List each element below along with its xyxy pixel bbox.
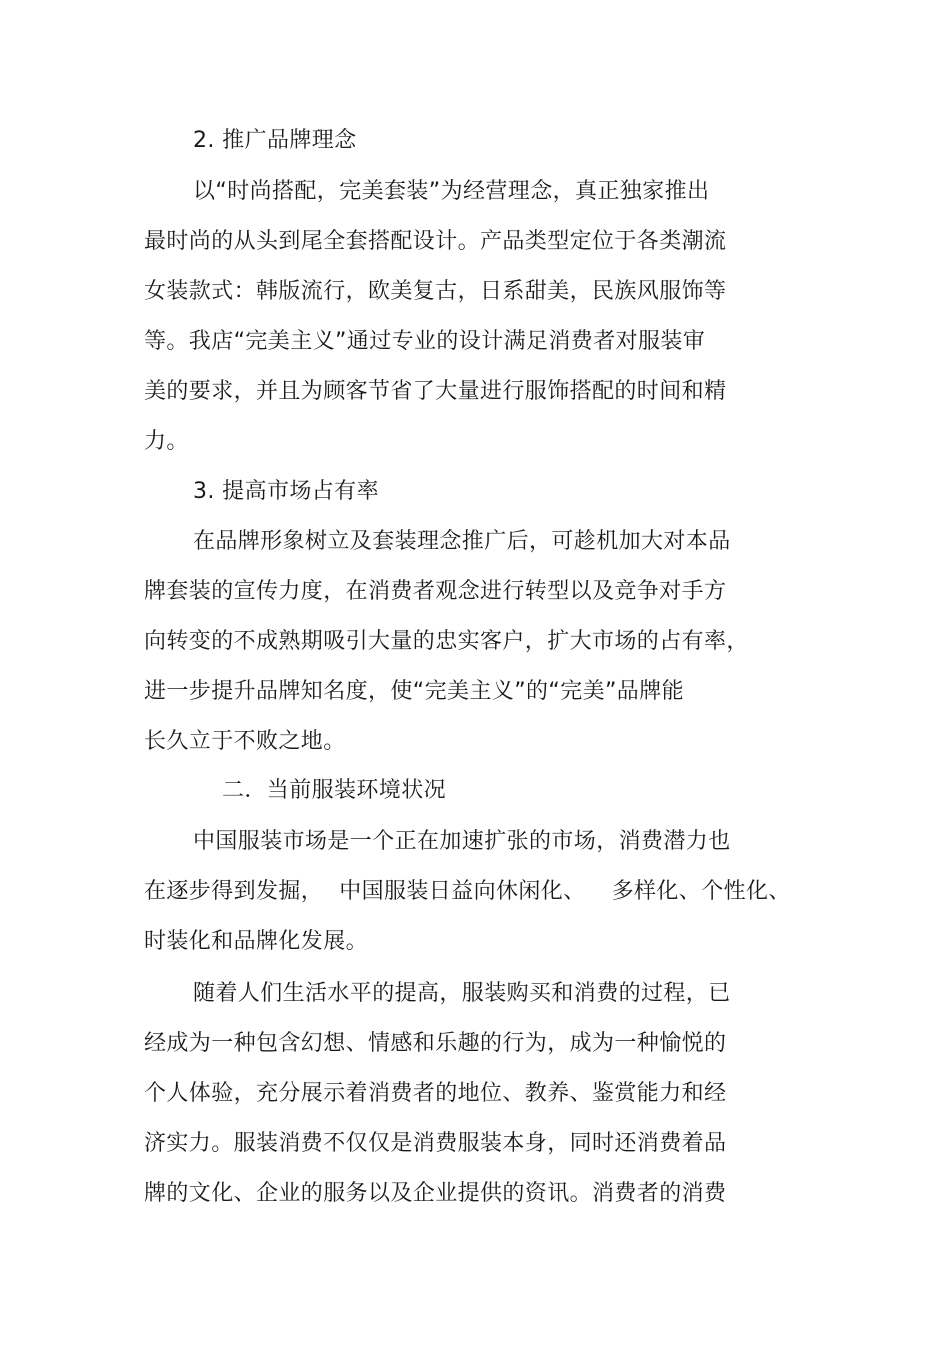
paragraph-segment: 多样化、个性化、 — [611, 879, 791, 904]
paragraph-line: 牌的文化、企业的服务以及企业提供的资讯。消费者的消费 — [144, 1181, 727, 1206]
heading-raise-market-share: 3. 提高市场占有率 — [193, 479, 379, 504]
paragraph-line: 进一步提升品牌知名度，使“完美主义”的“完美”品牌能 — [144, 679, 684, 704]
paragraph-line: 最时尚的从头到尾全套搭配设计。产品类型定位于各类潮流 — [144, 229, 727, 254]
paragraph-line: 力。 — [144, 429, 189, 454]
paragraph-line — [144, 877, 791, 907]
paragraph-line: 随着人们生活水平的提高，服装购买和消费的过程，已 — [193, 981, 731, 1006]
paragraph-line: 向转变的不成熟期吸引大量的忠实客户，扩大市场的占有率， — [144, 629, 749, 654]
heading-promote-brand-concept: 2. 推广品牌理念 — [193, 128, 357, 153]
paragraph-line: 等。我店“完美主义”通过专业的设计满足消费者对服装审 — [144, 329, 706, 354]
paragraph-line: 牌套装的宣传力度，在消费者观念进行转型以及竞争对手方 — [144, 579, 727, 604]
paragraph-line: 经成为一种包含幻想、情感和乐趣的行为，成为一种愉悦的 — [144, 1031, 727, 1056]
paragraph-line: 个人体验，充分展示着消费者的地位、教养、鉴赏能力和经 — [144, 1081, 727, 1106]
paragraph-segment: 中国服装日益向休闲化、 — [339, 879, 586, 904]
paragraph-line: 济实力。服装消费不仅仅是消费服装本身，同时还消费着品 — [144, 1131, 727, 1156]
paragraph-line: 中国服装市场是一个正在加速扩张的市场，消费潜力也 — [193, 829, 731, 854]
paragraph-line: 时装化和品牌化发展。 — [144, 929, 369, 954]
paragraph-line: 以“时尚搭配，完美套装”为经营理念，真正独家推出 — [193, 179, 710, 204]
paragraph-line: 在品牌形象树立及套装理念推广后，可趁机加大对本品 — [193, 529, 731, 554]
paragraph-line: 美的要求，并且为顾客节省了大量进行服饰搭配的时间和精 — [144, 379, 727, 404]
paragraph-line: 女装款式：韩版流行，欧美复古，日系甜美，民族风服饰等 — [144, 279, 727, 304]
paragraph-segment: 在逐步得到发掘， — [144, 879, 324, 904]
paragraph-line: 长久立于不败之地。 — [144, 729, 346, 754]
section-title-apparel-environment: 二．当前服装环境状况 — [222, 778, 447, 803]
